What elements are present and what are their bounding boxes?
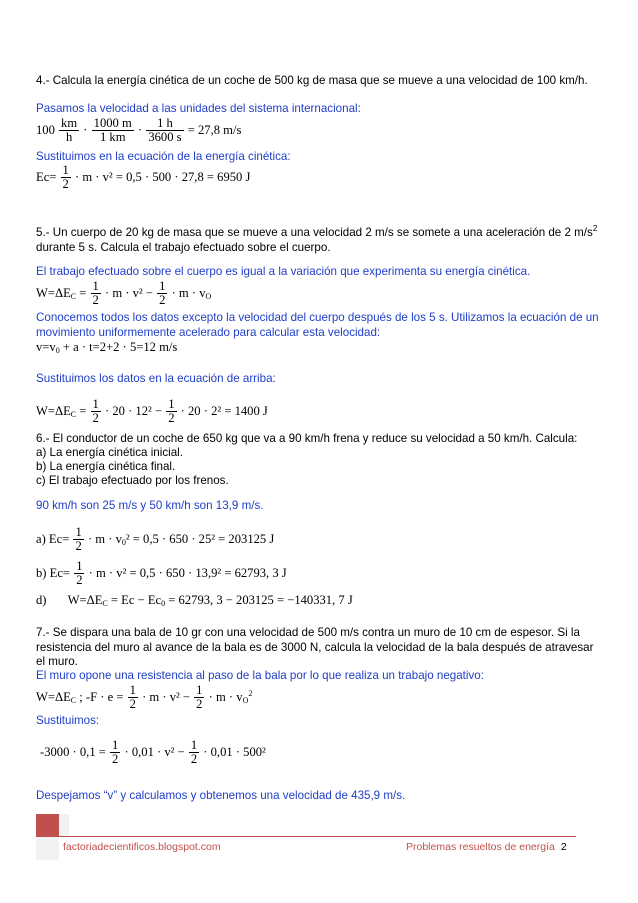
w-lead: W=ΔE <box>36 286 71 300</box>
ec-rest: · m · v² = 0,5 · 500 · 27,8 = 6950 J <box>75 170 251 184</box>
frac-num: 1 <box>75 525 82 539</box>
footer-blog-url: factoriadecientificos.blogspot.com <box>63 841 221 853</box>
problem-7-line2: Sustituimos: <box>36 714 100 727</box>
problem-7-line1: El muro opone una resistencia al paso de la bala por lo que realiza un trabajo negativo: <box>36 669 484 682</box>
frac-den: 3600 s <box>148 130 182 144</box>
problem-6-line1: 90 km/h son 25 m/s y 50 km/h son 13,9 m/s. <box>36 499 264 512</box>
frac-den: 2 <box>76 573 83 587</box>
problem-7-line3: Despejamos “v” y calculamos y obtenemos una velocidad de 435,9 m/s. <box>36 789 406 802</box>
problem-7-substitution-equation <box>40 739 266 769</box>
problem-6-statement: 6.- El conductor de un coche de 650 kg que va a 90 km/h frena y reduce su velocidad a 50 km/h. Calcula: <box>36 432 578 445</box>
problem-6-item-a: a) La energía cinética inicial. <box>36 446 183 459</box>
statement-b: durante 5 s. Calcula el trabajo efectuado sobre el cuerpo. <box>36 240 331 254</box>
w-mid: · m · v² − <box>142 690 191 704</box>
a-label: a) Ec= <box>36 532 70 546</box>
a-rest-1: · m · v <box>87 532 122 546</box>
w-sub: C <box>70 696 77 705</box>
problem-5-line3: Sustituimos los datos en la ecuación de arriba: <box>36 372 276 385</box>
problem-4-line1: Pasamos la velocidad a las unidades del sistema internacional: <box>36 102 361 115</box>
frac-den: 2 <box>168 411 175 425</box>
frac-num: 1 <box>112 738 119 752</box>
problem-6-equation-d <box>36 592 353 610</box>
footer-divider <box>59 836 576 837</box>
problem-5-line1: El trabajo efectuado sobre el cuerpo es igual a la variación que experimenta su energía cinética. <box>36 265 531 278</box>
conv-lead: 100 <box>36 123 55 137</box>
statement-a: 5.- Un cuerpo de 20 kg de masa que se mueve a una velocidad 2 m/s se somete a una aceleración de 2 m/s <box>36 226 593 239</box>
w-sep: ; -F · e = <box>76 690 124 704</box>
b-rest: · m · v² = 0,5 · 650 · 13,9² = 62793, 3 J <box>88 566 287 580</box>
frac-den: 2 <box>75 539 82 553</box>
frac-den: 2 <box>159 293 166 307</box>
frac-num: 1 <box>168 397 175 411</box>
problem-4-statement: 4.- Calcula la energía cinética de un coche de 500 kg de masa que se mueve a una velocidad de 100 km/h. <box>36 74 588 87</box>
w-lead: W=ΔE <box>36 404 71 418</box>
problem-7-statement: 7.- Se dispara una bala de 10 gr con una velocidad de 500 m/s contra un muro de 10 cm de espesor. Si la resistencia del muro al avance de la bala es de 3000 N, calcula la velocidad de la bala después de atravesar el muro. <box>36 626 594 668</box>
d-eq-sub: C <box>102 598 108 608</box>
frac-num: 1 <box>92 279 99 293</box>
b-label: b) Ec= <box>36 566 71 580</box>
w-sub: C <box>70 410 77 419</box>
problem-5-line2: Conocemos todos los datos excepto la velocidad del cuerpo después de los 5 s. Utilizamos la ecuación de un movimiento uniformemente acelerado para calcular esta velocidad: <box>36 311 599 339</box>
d-eq-c: = 62793, 3 − 203125 = −140331, 7 J <box>165 592 353 607</box>
frac-num: 1000 m <box>93 116 132 130</box>
problem-4-line2: Sustituimos en la ecuación de la energía cinética: <box>36 150 291 163</box>
frac-den: 1 km <box>99 130 126 144</box>
w-end-sub: O <box>205 292 212 301</box>
frac-num: 1 <box>129 683 136 697</box>
s-end: · 20 · 2² = 1400 J <box>180 404 268 418</box>
frac-num: 1 <box>190 738 198 752</box>
frac-num: 1 <box>159 279 166 293</box>
w-sub: C <box>70 292 77 301</box>
footer-accent-light <box>59 814 69 837</box>
problem-5-velocity-equation <box>36 339 177 357</box>
problem-5-statement <box>36 226 602 255</box>
d-label: d) <box>36 592 47 607</box>
footer-title-text: Problemas resueltos de energía <box>406 841 555 853</box>
frac-num: 1 <box>92 397 99 411</box>
a-rest-sub: 0 <box>121 538 126 547</box>
problem-5-substitution-equation <box>36 398 268 428</box>
footer-accent-light-bottom <box>36 837 59 860</box>
frac-den: 2 <box>62 177 69 191</box>
frac-den: 2 <box>112 752 119 766</box>
w-lead: W=ΔE <box>36 690 71 704</box>
w-end: · m · v <box>171 286 206 300</box>
frac-num: 1 <box>62 163 69 177</box>
w-eq: = <box>76 404 87 418</box>
s-mid: · 20 · 12² − <box>105 404 163 418</box>
frac-den: 2 <box>129 697 136 711</box>
w-end-sup: 2 <box>248 689 253 698</box>
frac-den: 2 <box>196 697 203 711</box>
problem-6-equation-a <box>36 526 274 556</box>
ec-lead: Ec= <box>36 170 57 184</box>
w-eq: = <box>76 286 87 300</box>
frac-num: 1 <box>196 683 203 697</box>
footer-title <box>406 841 567 853</box>
s-lead: -3000 · 0,1 = <box>40 745 106 759</box>
s-mid: · 0,01 · v² − <box>124 745 185 759</box>
frac-den: 2 <box>92 411 99 425</box>
statement-sup: 2 <box>592 224 598 233</box>
w-end-sub: O <box>242 696 249 705</box>
frac-num: km <box>61 116 78 130</box>
problem-6-equation-b <box>36 560 287 590</box>
frac-num: 1 h <box>146 117 183 131</box>
problem-4-conversion-equation: 100 $\frac{km}{h}$ · $\frac{1000 m}{1 km}$ · $\frac{1 h}{3600 s}$ = 27,8 m/s <box>36 116 242 144</box>
w-mid: · m · v² − <box>105 286 153 300</box>
d-eq-sub2: 0 <box>161 598 166 608</box>
s-end: · 0,01 · 500² <box>203 745 266 759</box>
frac-num: 1 <box>76 559 83 573</box>
frac-den: 2 <box>190 752 198 766</box>
footer-accent-square <box>36 814 59 837</box>
conv-result: = 27,8 m/s <box>187 123 242 137</box>
v-sub: 0 <box>55 345 60 355</box>
problem-4-energy-equation <box>36 164 250 194</box>
problem-7-work-equation <box>36 684 252 714</box>
problem-5-work-equation <box>36 280 211 310</box>
d-eq-a: W=ΔE <box>67 592 103 607</box>
d-eq-b: = Ec − Ec <box>107 592 162 607</box>
problem-6-item-c: c) El trabajo efectuado por los frenos. <box>36 474 229 487</box>
v-eq: v=v <box>36 339 56 354</box>
frac-den: h <box>65 130 73 144</box>
problem-6-item-b: b) La energía cinética final. <box>36 460 176 473</box>
a-rest-2: ² = 0,5 · 650 · 25² = 203125 J <box>125 532 275 546</box>
frac-den: 2 <box>92 293 99 307</box>
w-end: · m · v <box>208 690 243 704</box>
page-number: 2 <box>560 841 567 853</box>
v-rest: + a · t=2+2 · 5=12 m/s <box>59 339 178 354</box>
